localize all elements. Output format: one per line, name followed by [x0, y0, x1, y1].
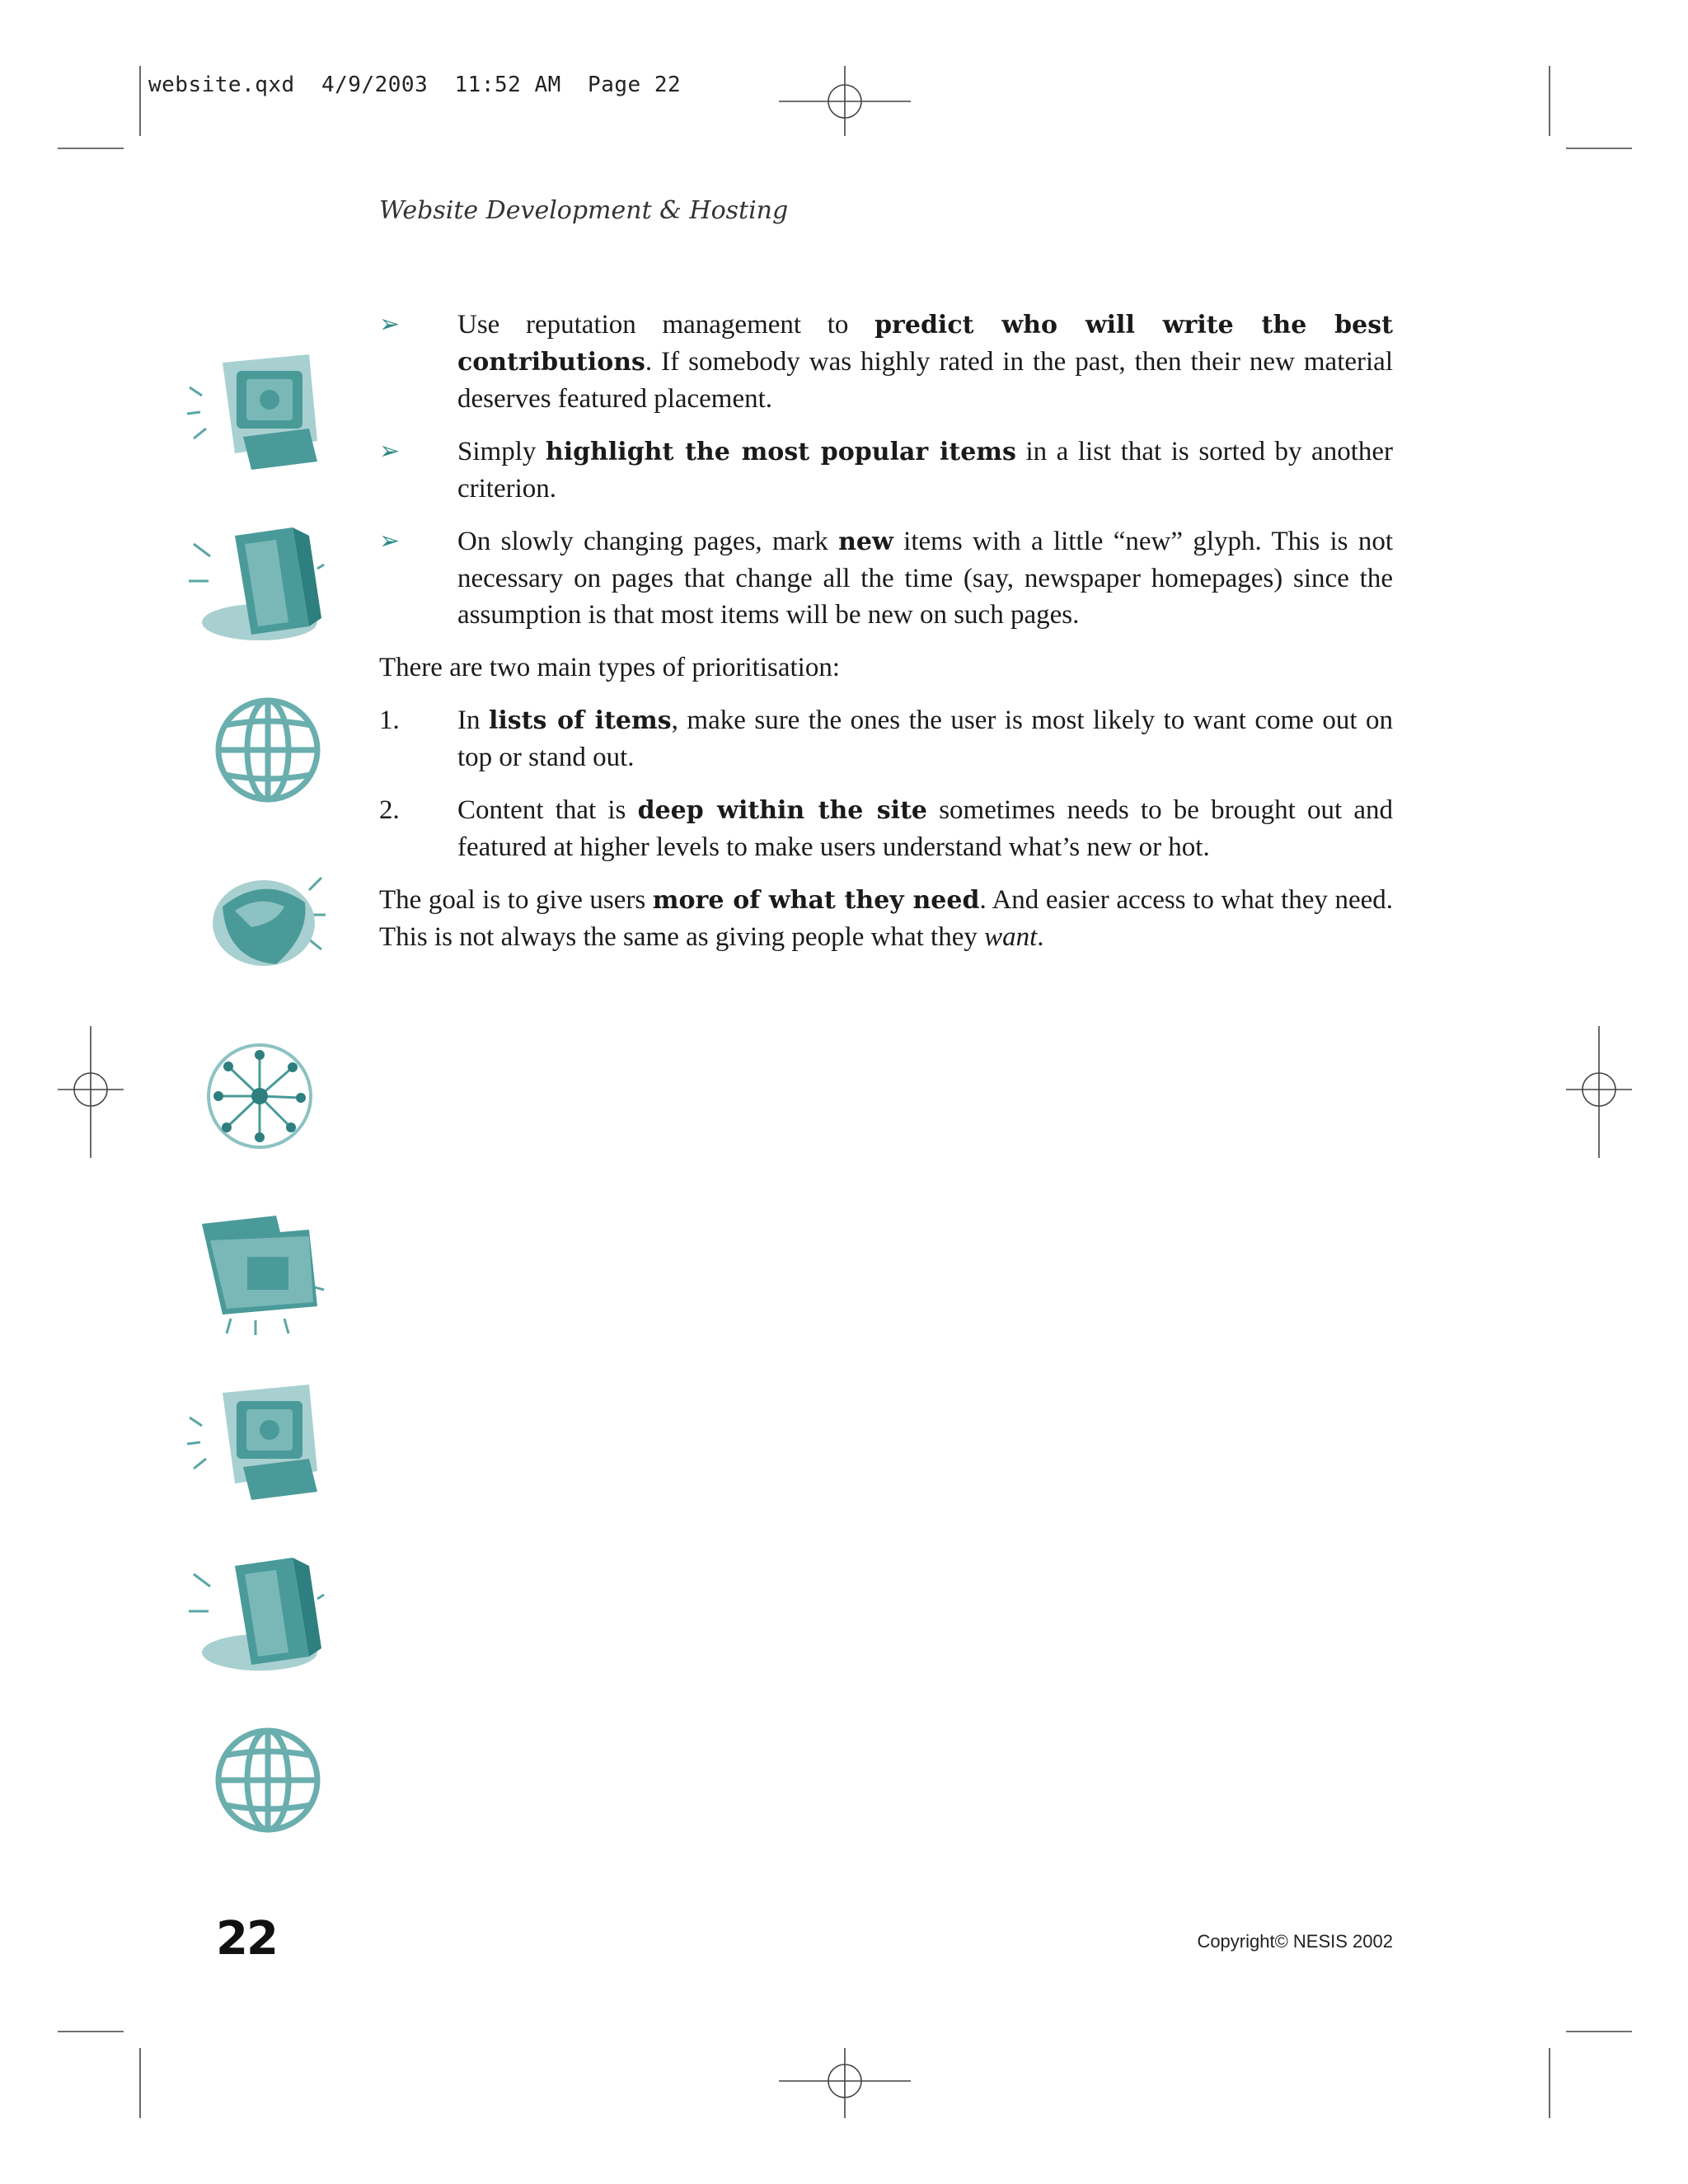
text-run: . And easier access to what they need. This is not always the same as giving people what they	[379, 885, 1394, 952]
text-run: On slowly changing pages, mark	[457, 527, 839, 556]
text-run: sometimes needs to be brought out and featured at higher levels to make users understand what’s new or hot.	[457, 795, 1394, 862]
bullet-text	[457, 437, 1393, 504]
text-run: Content that is	[457, 795, 638, 825]
arrow-bullet-icon: ➢	[379, 311, 401, 338]
computer-icon	[185, 1376, 326, 1508]
server-tower-icon	[185, 519, 326, 651]
computer-icon	[185, 346, 326, 478]
copyright-notice: Copyright© NESIS 2002	[1197, 1931, 1393, 1952]
bullet-text	[457, 310, 1393, 414]
bullet-text	[457, 527, 1393, 630]
bold-phrase: deep within the site	[637, 796, 928, 825]
numbered-item	[379, 792, 1393, 865]
numbered-text	[457, 795, 1393, 862]
gem-icon	[185, 857, 326, 989]
item-number: 1.	[379, 705, 400, 735]
bold-phrase: new	[838, 527, 893, 556]
closing-paragraph	[379, 882, 1393, 955]
bold-phrase: highlight the most popular items	[545, 438, 1016, 466]
numbered-text	[457, 705, 1393, 772]
globe-icon	[185, 684, 326, 816]
bullet-item	[379, 523, 1393, 633]
numbered-item	[379, 702, 1393, 776]
text-run: The goal is to give users	[379, 885, 653, 915]
arrow-bullet-icon: ➢	[379, 527, 401, 555]
bullet-item	[379, 434, 1393, 507]
server-tower-icon	[185, 1549, 326, 1681]
folder-icon	[185, 1203, 326, 1335]
bullet-item	[379, 307, 1393, 417]
italic-phrase: want	[984, 922, 1038, 952]
text-run: Simply	[457, 437, 546, 466]
running-head: Website Development & Hosting	[379, 196, 789, 225]
bold-phrase: predict who will write the best contributions	[457, 311, 1393, 377]
item-number: 2.	[379, 795, 400, 825]
text-run: , make sure the ones the user is most likely to want come out on top or stand out.	[457, 705, 1394, 772]
printer-slug: website.qxd 4/9/2003 11:52 AM Page 22	[148, 73, 682, 97]
bold-phrase: lists of items	[488, 706, 672, 735]
arrow-bullet-icon: ➢	[379, 438, 401, 465]
text-run: in a list that is sorted by another criterion.	[457, 437, 1393, 504]
body-text	[379, 307, 1393, 972]
bold-phrase: more of what they need	[652, 886, 980, 915]
text-run: .	[1037, 922, 1044, 952]
globe-icon	[185, 1714, 326, 1846]
page-number: 22	[216, 1912, 277, 1966]
network-hub-icon	[185, 1030, 326, 1162]
text-run: items with a little “new” glyph. This is not necessary on pages that change all the time (say, newspaper homepages) since the assumption is that most items will be new on such pages.	[457, 527, 1393, 630]
text-run: Use reputation management to	[457, 310, 875, 340]
text-run: . If somebody was highly rated in the past, then their new material deserves featured placement.	[457, 347, 1393, 414]
intro-paragraph: There are two main types of prioritisation:	[379, 653, 841, 682]
text-run: In	[457, 705, 489, 735]
